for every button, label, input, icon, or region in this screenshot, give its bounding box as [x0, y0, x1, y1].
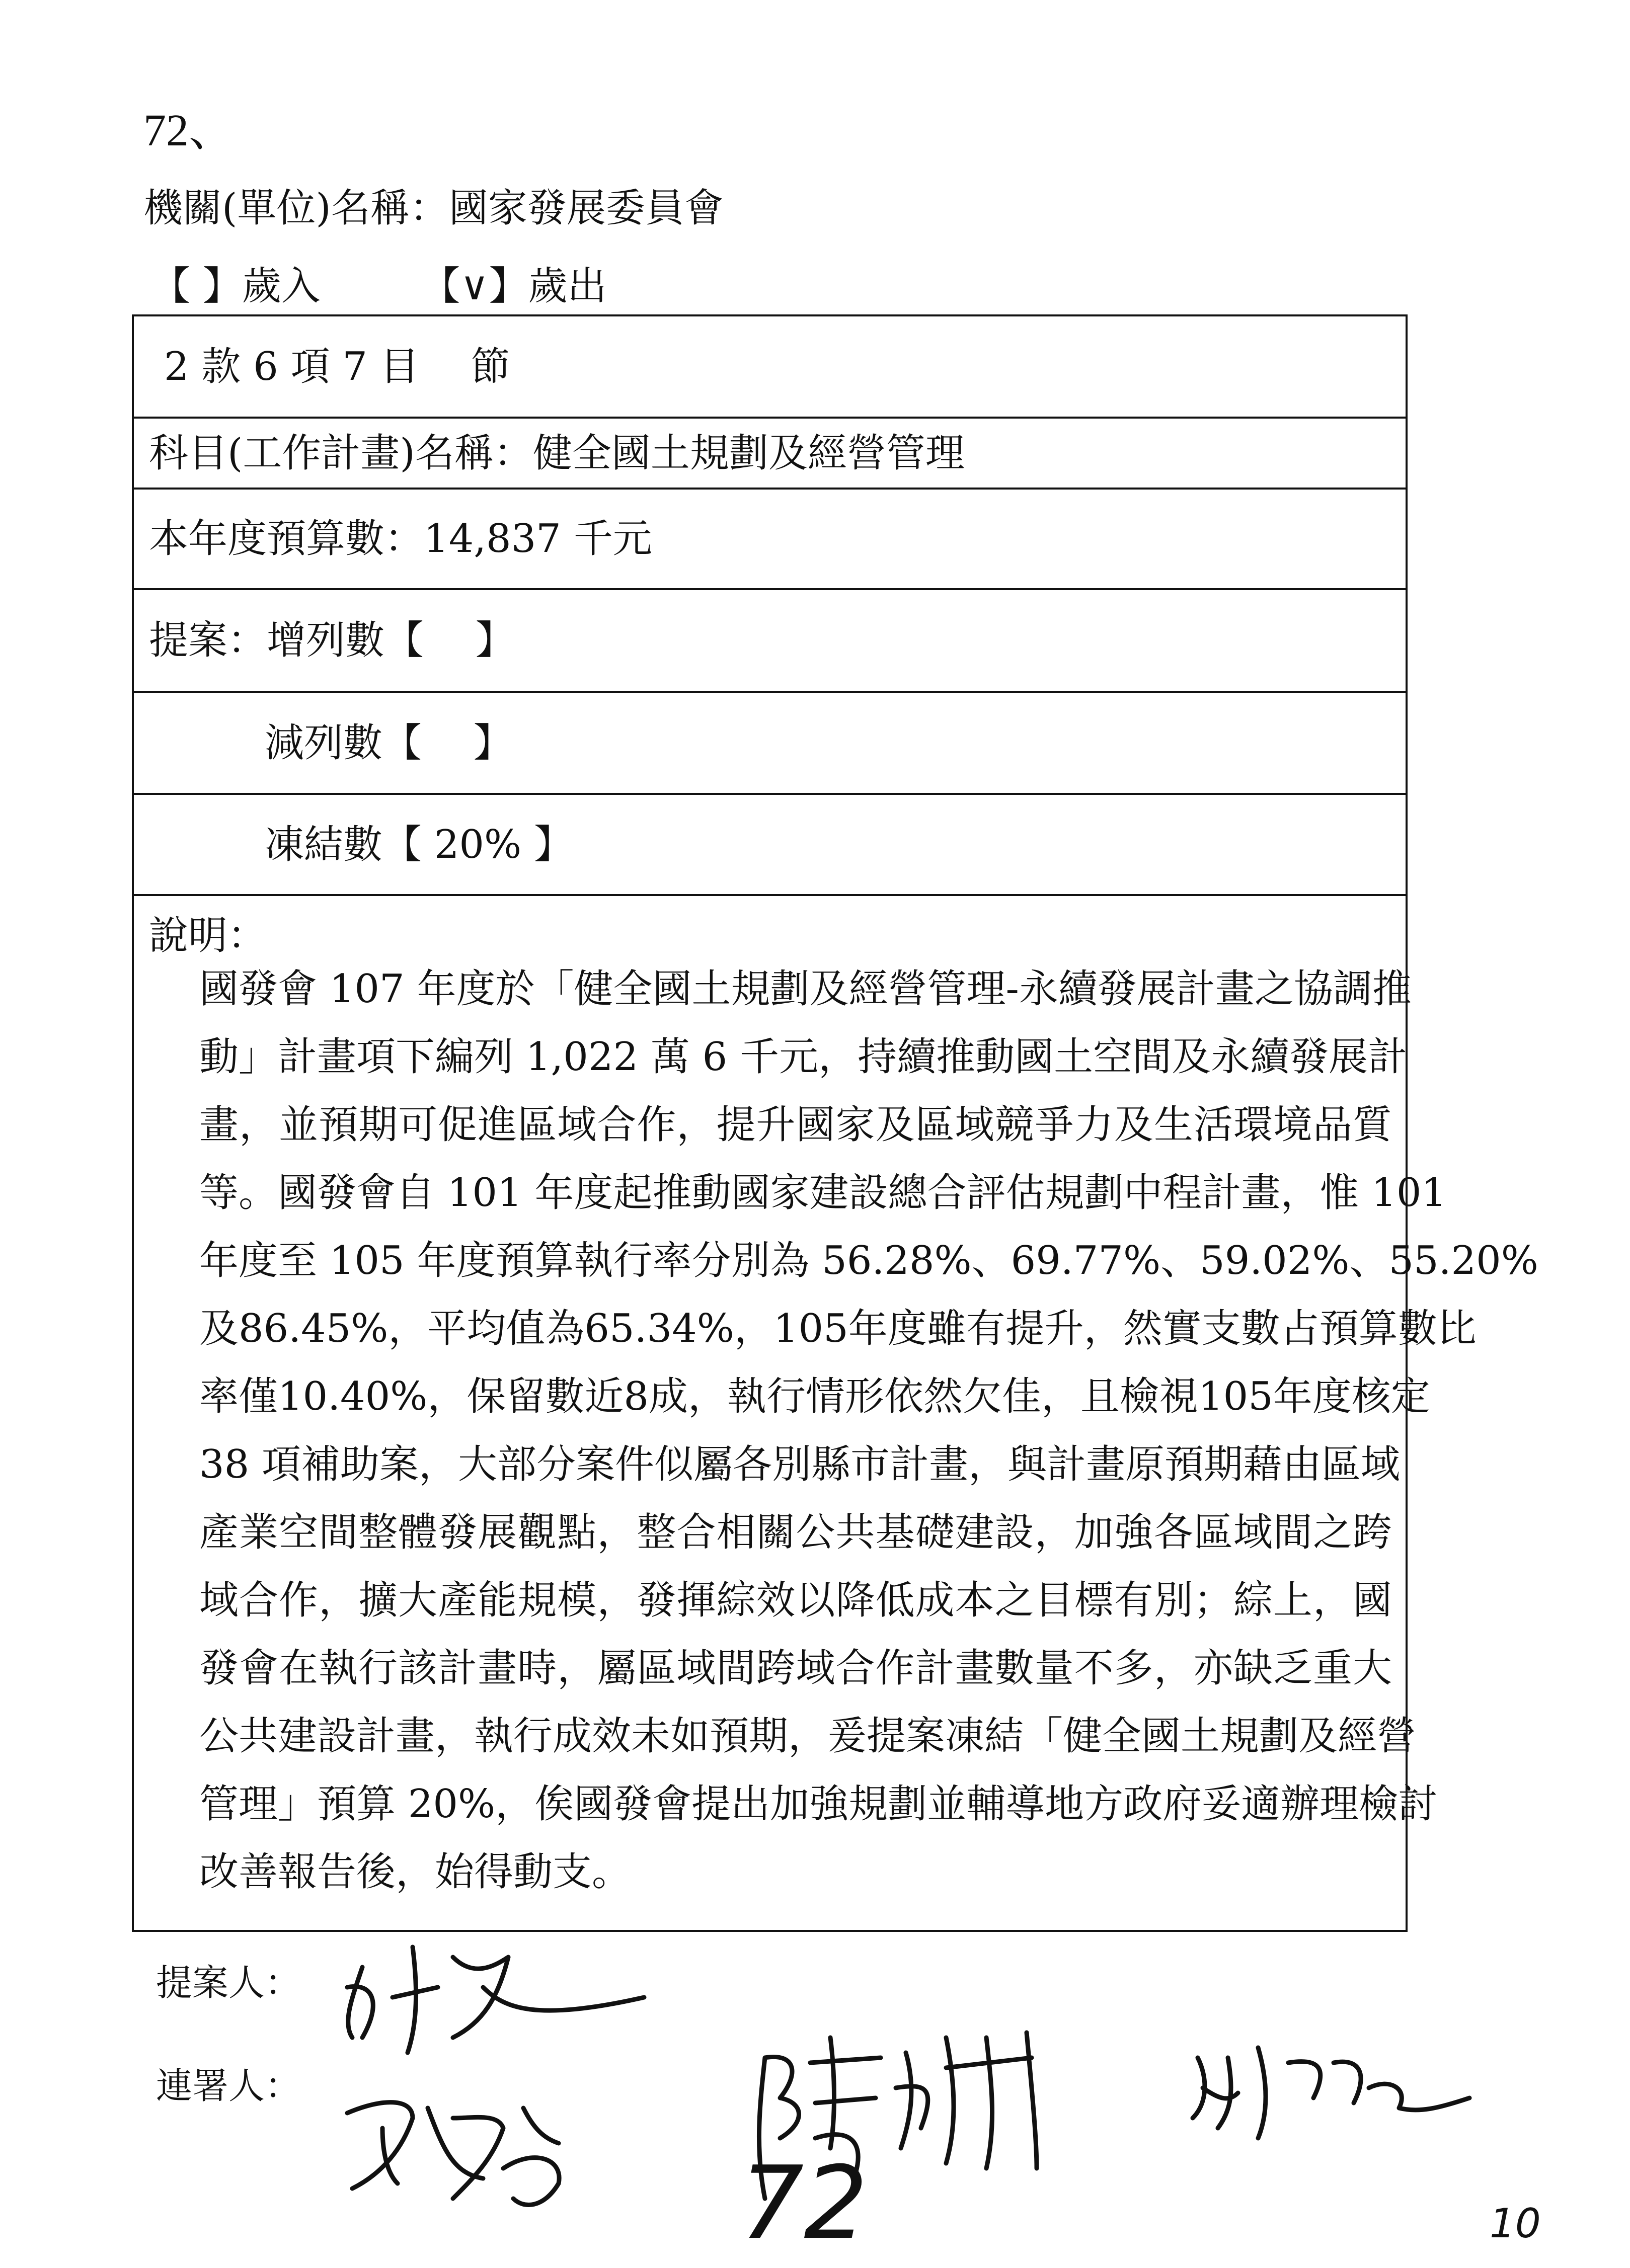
classification: 2 款 6 項 7 目 節: [164, 344, 510, 389]
subject-row: [134, 419, 1406, 490]
increase-row: [134, 590, 1406, 693]
classification-row: [134, 316, 1406, 419]
description-line: 產業空間整體發展觀點，整合相關公共基礎建設，加強各區域間之跨: [199, 1510, 1392, 1555]
signature-cosigner-1: [347, 2102, 559, 2205]
revenue-expenditure-selector: [151, 264, 607, 309]
decrease-row: [134, 693, 1406, 795]
description-line: 動」計畫項下編列 1,022 萬 6 千元，持續推動國土空間及永續發展計: [199, 1034, 1408, 1080]
budget-amount: 本年度預算數：14,837 千元: [149, 516, 652, 561]
signature-proposer: [347, 1947, 644, 2053]
description-line: 改善報告後，始得動支。: [199, 1849, 632, 1895]
subject-name: 科目(工作計畫)名稱：健全國土規劃及經營管理: [149, 430, 965, 476]
cosigner-label: 連署人：: [156, 2065, 301, 2107]
page-number: 10: [1490, 2200, 1541, 2247]
description-line: 及86.45%，平均值為65.34%，105年度雖有提升，然實支數占預算數比: [199, 1306, 1477, 1351]
budget-row: [134, 490, 1406, 590]
description-section: [134, 896, 1538, 1930]
description-line: 等。國發會自 101 年度起推動國家建設總合評估規劃中程計畫，惟 101: [199, 1170, 1447, 1216]
description-line: 畫，並預期可促進區域合作，提升國家及區域競爭力及生活環境品質: [199, 1102, 1392, 1148]
item-number: 72、: [143, 106, 234, 155]
description-line: 國發會 107 年度於「健全國土規劃及經營管理-永續發展計畫之協調推: [199, 966, 1412, 1012]
agency-name: 機關(單位)名稱：國家發展委員會: [143, 186, 724, 231]
freeze-row: [134, 795, 1406, 896]
signature-cosigner-3: [1193, 2048, 1469, 2138]
description-line: 38 項補助案，大部分案件似屬各別縣市計畫，與計畫原預期藉由區域: [199, 1442, 1401, 1487]
revenue-checkbox: 【 】歲入: [151, 264, 321, 309]
description-line: 率僅10.40%，保留數近8成，執行情形依然欠佳，且檢視105年度核定: [199, 1374, 1430, 1419]
freeze-amount: 凍結數【 20% 】: [265, 822, 573, 867]
expenditure-checkbox: 【∨】歲出: [421, 264, 607, 309]
description-line: 年度至 105 年度預算執行率分別為 56.28%、69.77%、59.02%、55.20%: [199, 1238, 1538, 1283]
description-line: 公共建設計畫，執行成效未如預期，爰提案凍結「健全國土規劃及經營: [199, 1714, 1417, 1759]
description-line: 發會在執行該計畫時，屬區域間跨域合作計畫數量不多，亦缺乏重大: [199, 1646, 1392, 1691]
handwritten-number: 72: [740, 2145, 868, 2262]
description-label: 說明：: [149, 913, 267, 958]
proposal-form-table: [132, 314, 1538, 1932]
decrease-amount: 減列數【 】: [265, 720, 513, 766]
description-line: 管理」預算 20%，俟國發會提出加強規劃並輔導地方政府妥適辦理檢討: [199, 1781, 1438, 1827]
description-text: [199, 966, 1538, 1920]
proposer-label: 提案人：: [156, 1962, 301, 2004]
description-line: 域合作，擴大產能規模，發揮綜效以降低成本之目標有別；綜上，國: [199, 1578, 1392, 1623]
increase-amount: 提案：增列數【 】: [149, 618, 515, 663]
